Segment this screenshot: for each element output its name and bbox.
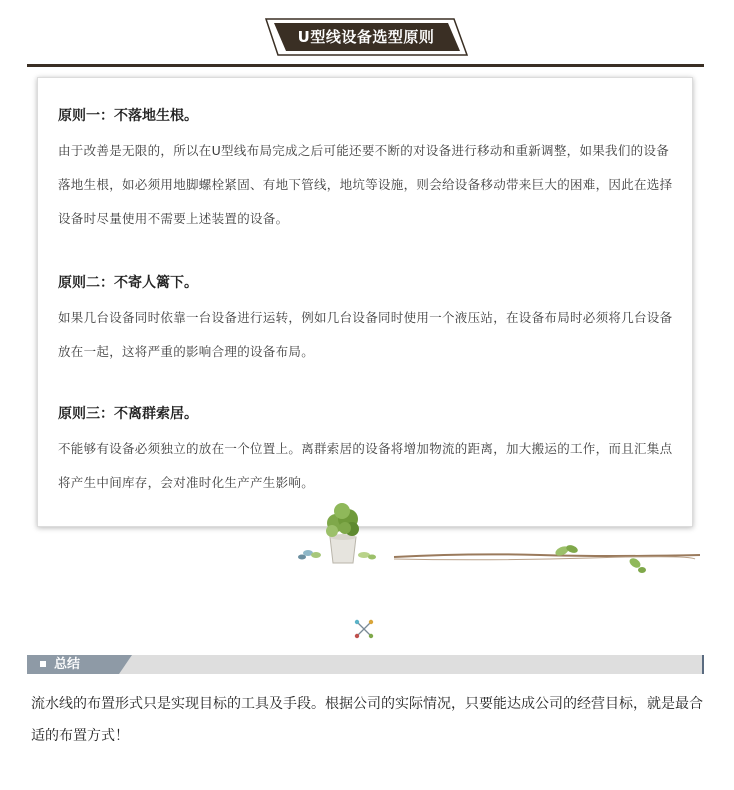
plant-foliage [326,503,359,537]
title-divider-line [27,64,704,67]
principle-1 [58,106,678,236]
principle-3 [58,404,678,500]
summary-bar-end-mark [702,655,704,674]
principle-3-heading: 原则三：不离群索居。 [58,406,198,422]
separator-cross-icon [351,616,377,642]
potted-plant-icon [290,495,700,585]
summary-heading [40,655,80,674]
page-title: U型线设备选型原则 [297,28,435,46]
principles-card [37,77,693,527]
principle-2-heading: 原则二：不寄人篱下。 [58,275,198,291]
square-bullet-icon [40,661,46,667]
title-badge [264,18,468,56]
principle-1-body: 由于改善是无限的，所以在U型线布局完成之后可能还要不断的对设备进行移动和重新调整，如果我们的设备落地生根，如必须用地脚螺栓紧固、有地下管线，地坑等设施，则会给设备移动带来巨大的困难，因此在选择设备时尽量使用不需要上述装置的设备。 [58,143,673,226]
summary-heading-text: 总结 [54,657,81,672]
principle-2-body: 如果几台设备同时依靠一台设备进行运转，例如几台设备同时使用一个液压站，在设备布局时必须将几台设备放在一起，这将严重的影响合理的设备布局。 [58,310,673,359]
summary-text: 流水线的布置形式只是实现目标的工具及手段。根据公司的实际情况，只要能达成公司的经营目标，就是最合适的布置方式！ [31,696,703,744]
principle-1-heading: 原则一：不落地生根。 [58,108,198,124]
principle-2 [58,273,678,369]
title-banner [0,0,734,70]
principle-3-body: 不能够有设备必须独立的放在一个位置上。离群索居的设备将增加物流的距离，加大搬运的工作，而且汇集点将产生中间库存，会对准时化生产产生影响。 [58,441,673,490]
vine-branch [394,544,700,573]
